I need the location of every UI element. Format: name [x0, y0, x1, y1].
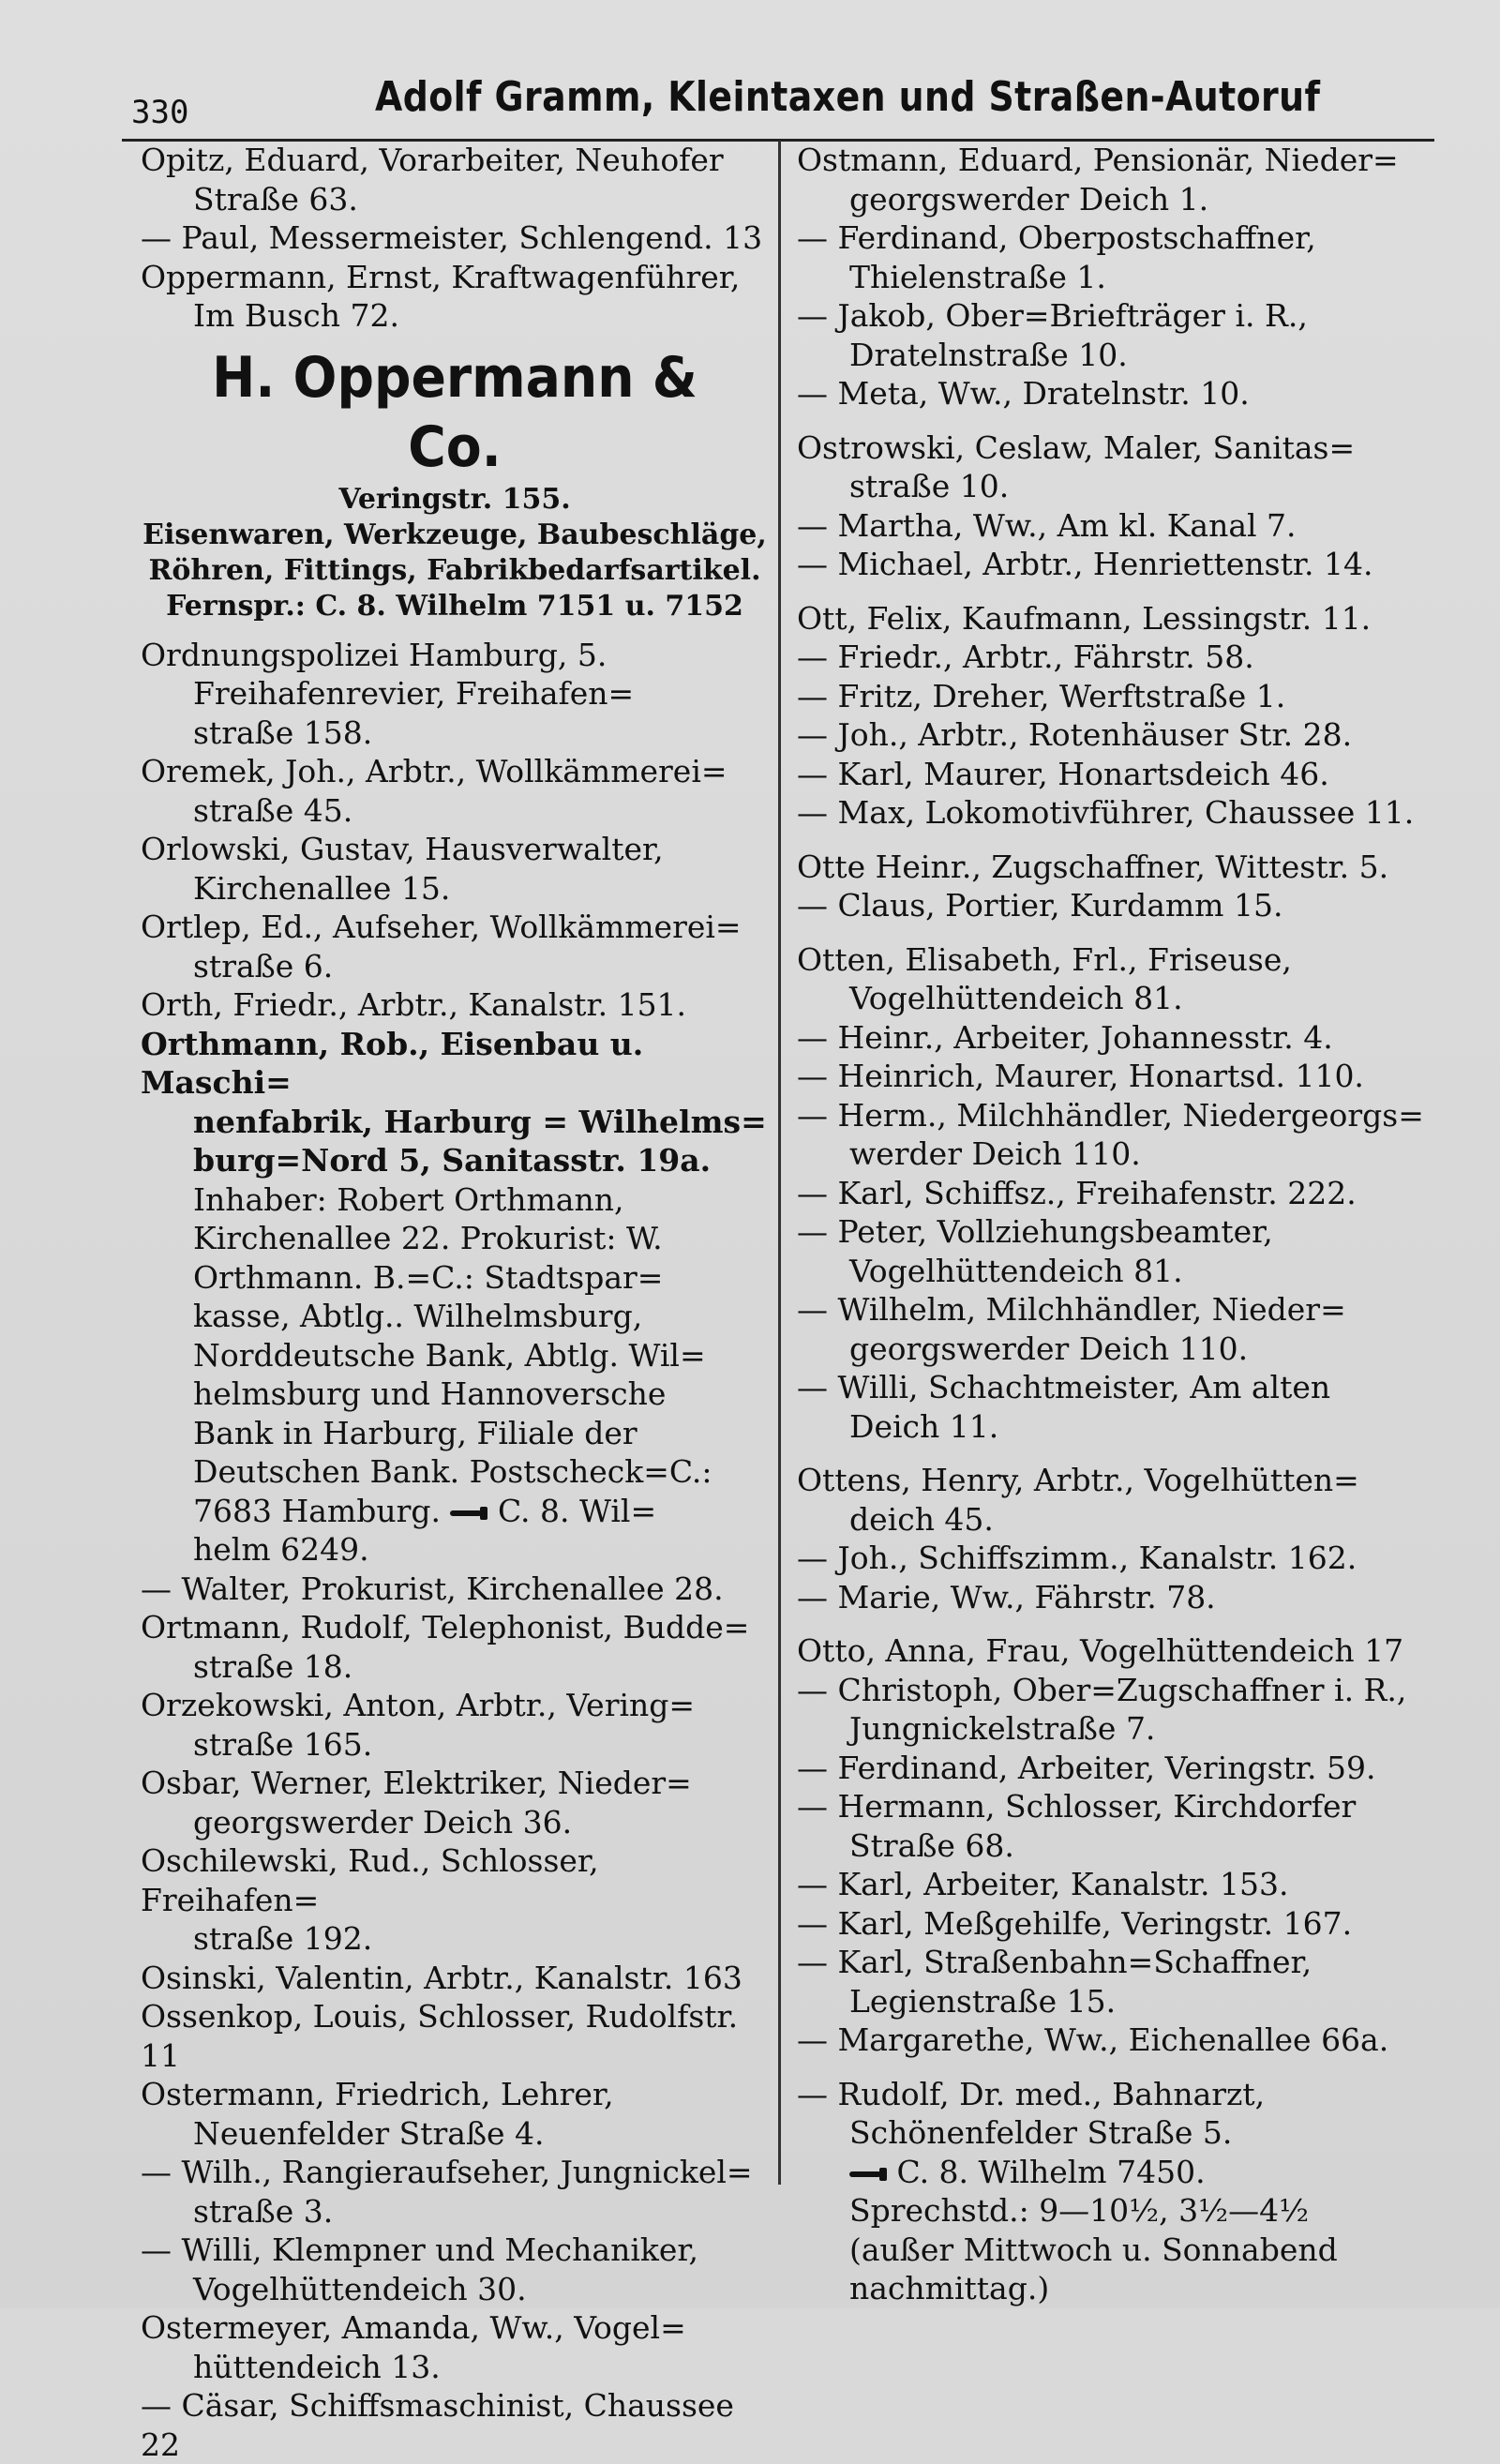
directory-entry [141, 752, 769, 830]
directory-entry [141, 218, 769, 258]
directory-entry [797, 940, 1444, 1018]
entry-continuation: werder Deich 110. [849, 1135, 1141, 1172]
directory-entry [797, 715, 1444, 755]
entry-line: — Friedr., Arbtr., Fährstr. 58. [797, 639, 1254, 675]
left-column [141, 141, 769, 2464]
entry-continuation: straße 165. [193, 1725, 373, 1763]
ad-company-name: H. Oppermann & Co. [212, 344, 698, 480]
entry-line: — Christoph, Ober=Zugschaffner i. R., [797, 1671, 1407, 1708]
entry-line: — Karl, Arbeiter, Kanalstr. 153. [797, 1866, 1289, 1902]
entry-line: — Karl, Maurer, Honartsdeich 46. [797, 755, 1329, 792]
entry-line-bold: Orthmann, Rob., Eisenbau u. Maschi= [141, 1025, 644, 1101]
telephone-icon [450, 1507, 488, 1520]
entry-continuation: kasse, Abtlg.. Wilhelmsburg, [193, 1298, 643, 1334]
entry-continuation: Vogelhüttendeich 30. [193, 2270, 527, 2307]
entry-continuation: (außer Mittwoch u. Sonnabend [849, 2231, 1338, 2268]
entry-line: Ostermeyer, Amanda, Ww., Vogel= [141, 2309, 686, 2346]
entry-line: Osinski, Valentin, Arbtr., Kanalstr. 163 [141, 1959, 742, 1996]
entry-continuation: Straße 63. [193, 180, 358, 218]
entry-line: — Max, Lokomotivführer, Chaussee 11. [797, 794, 1415, 831]
directory-entry [141, 1686, 769, 1764]
directory-entry [797, 218, 1444, 296]
directory-entry [141, 258, 769, 336]
entry-line: Oschilewski, Rud., Schlosser, Freihafen= [141, 1842, 599, 1918]
entry-line: — Herm., Milchhändler, Niedergeorgs= [797, 1096, 1424, 1134]
entry-line: Otto, Anna, Frau, Vogelhüttendeich 17 [797, 1632, 1404, 1669]
entry-line: Opitz, Eduard, Vorarbeiter, Neuhofer [141, 142, 724, 178]
entry-line: Ortlep, Ed., Aufseher, Wollkämmerei= [141, 909, 742, 945]
entry-line: — Joh., Arbtr., Rotenhäuser Str. 28. [797, 716, 1353, 753]
entry-line: Osbar, Werner, Elektriker, Nieder= [141, 1765, 692, 1801]
entry-continuation: Straße 68. [849, 1826, 1014, 1864]
directory-entry [797, 1368, 1444, 1446]
entry-continuation: georgswerder Deich 36. [193, 1803, 573, 1840]
directory-entry [797, 1904, 1444, 1944]
directory-entry [797, 1865, 1444, 1904]
right-column [797, 141, 1444, 2308]
entry-continuation: Inhaber: Robert Orthmann, [193, 1180, 624, 1218]
entry-line: — Cäsar, Schiffsmaschinist, Chaussee 22 [141, 2387, 734, 2463]
entry-line: — Heinr., Arbeiter, Johannesstr. 4. [797, 1018, 1333, 1056]
entry-line: — Margarethe, Ww., Eichenallee 66a. [797, 2021, 1389, 2058]
directory-entry [797, 1787, 1444, 1865]
directory-entry-extra [797, 2153, 1444, 2308]
entry-line: — Ferdinand, Arbeiter, Veringstr. 59. [797, 1749, 1376, 1786]
entry-line: — Willi, Klempner und Mechaniker, [141, 2231, 699, 2268]
entry-line: — Paul, Messermeister, Schlengend. 13 [141, 219, 763, 256]
directory-entry [797, 2021, 1444, 2060]
entry-continuation: Vogelhüttendeich 81. [849, 1252, 1183, 1289]
entry-line: Ostermann, Friedrich, Lehrer, [141, 2076, 614, 2112]
entry-line: — Joh., Schiffszimm., Kanalstr. 162. [797, 1540, 1358, 1576]
entry-continuation: Vogelhüttendeich 81. [849, 980, 1183, 1016]
directory-entry [141, 1608, 769, 1686]
entry-line: Orzekowski, Anton, Arbtr., Vering= [141, 1687, 696, 1723]
entry-continuation: Thielenstraße 1. [849, 258, 1106, 295]
entry-line: — Martha, Ww., Am kl. Kanal 7. [797, 506, 1297, 544]
entry-line-bold: nenfabrik, Harburg = Wilhelms= [193, 1103, 767, 1140]
phone-number: C. 8. Wilhelm 7450. [887, 2153, 1206, 2190]
directory-entry [797, 2075, 1444, 2153]
ad-products: Röhren, Fittings, Fabrikbedarfsartikel. [148, 553, 761, 587]
directory-entry [797, 793, 1444, 833]
phone-line [797, 2153, 1444, 2192]
entry-continuation: straße 3. [193, 2192, 334, 2230]
directory-entry [797, 296, 1444, 374]
advertisement [141, 343, 769, 624]
entry-continuation: hüttendeich 13. [193, 2348, 441, 2385]
entry-continuation: Im Busch 72. [193, 297, 399, 334]
directory-entry [797, 1057, 1444, 1096]
entry-line: Ottens, Henry, Arbtr., Vogelhütten= [797, 1462, 1359, 1498]
directory-entry [141, 2231, 769, 2308]
entry-line: Ostrowski, Ceslaw, Maler, Sanitas= [797, 428, 1356, 466]
entry-continuation: Kirchenallee 15. [193, 869, 451, 907]
directory-entry [797, 1290, 1444, 1368]
directory-entry [797, 638, 1444, 677]
entry-line: — Michael, Arbtr., Henriettenstr. 14. [797, 546, 1373, 582]
directory-entry [141, 1997, 769, 2075]
entry-line: — Marie, Ww., Fährstr. 78. [797, 1578, 1216, 1615]
entry-line: Ortmann, Rudolf, Telephonist, Budde= [141, 1609, 750, 1645]
entry-line: Oppermann, Ernst, Kraftwagenführer, [141, 258, 741, 295]
entry-line: — Karl, Meßgehilfe, Veringstr. 167. [797, 1904, 1353, 1942]
entry-line: — Peter, Vollziehungsbeamter, [797, 1213, 1273, 1250]
entry-line: — Jakob, Ober=Briefträger i. R., [797, 297, 1308, 334]
entry-continuation: straße 192. [193, 1920, 373, 1957]
directory-entry [141, 2308, 769, 2386]
phone-prefix: 7683 Hamburg. [193, 1492, 451, 1529]
entry-line: Ostmann, Eduard, Pensionär, Nieder= [797, 142, 1399, 178]
directory-entry [141, 636, 769, 753]
directory-entry [797, 545, 1444, 584]
entry-line: — Claus, Portier, Kurdamm 15. [797, 887, 1283, 924]
directory-entry [141, 1841, 769, 1959]
directory-entry [141, 1764, 769, 1841]
directory-entry [141, 2386, 769, 2464]
entry-line: — Heinrich, Maurer, Honartsd. 110. [797, 1058, 1364, 1094]
page-header [122, 54, 1378, 139]
entry-line: Orlowski, Gustav, Hausverwalter, [141, 831, 664, 867]
directory-entry [797, 1578, 1444, 1617]
directory-entry [797, 374, 1444, 413]
directory-entry [141, 2153, 769, 2231]
entry-line: — Wilh., Rangieraufseher, Jungnickel= [141, 2154, 753, 2190]
entry-line: — Karl, Straßenbahn=Schaffner, [797, 1944, 1312, 1980]
page-number: 330 [131, 94, 189, 131]
entry-continuation: Jungnickelstraße 7. [849, 1710, 1156, 1747]
entry-continuation: Deich 11. [849, 1407, 999, 1445]
entry-continuation: straße 10. [849, 468, 1010, 504]
directory-entry [141, 830, 769, 908]
entry-continuation: nachmittag.) [849, 2270, 1050, 2306]
directory-entry [797, 1631, 1444, 1671]
entry-continuation: georgswerder Deich 1. [849, 180, 1209, 218]
directory-entry [797, 506, 1444, 546]
directory-entry [797, 1018, 1444, 1058]
running-title: Adolf Gramm, Kleintaxen und Straßen-Autoruf [375, 73, 1321, 121]
entry-line: — Willi, Schachtmeister, Am alten [797, 1369, 1331, 1405]
entry-line: — Wilhelm, Milchhändler, Nieder= [797, 1291, 1346, 1328]
directory-entry [141, 1570, 769, 1609]
directory-entry [797, 141, 1444, 218]
entry-continuation: Deutschen Bank. Postscheck=C.: [193, 1453, 712, 1490]
entry-continuation: straße 18. [193, 1647, 353, 1685]
entry-continuation: straße 158. [193, 714, 373, 751]
entry-continuation: Norddeutsche Bank, Abtlg. Wil= [193, 1336, 706, 1374]
entry-continuation: Freihafenrevier, Freihafen= [193, 675, 635, 712]
entry-continuation: straße 45. [193, 791, 353, 829]
entry-line: Orth, Friedr., Arbtr., Kanalstr. 151. [141, 986, 687, 1023]
directory-entry [141, 1959, 769, 1998]
directory-entry [797, 1212, 1444, 1290]
entry-line: Oremek, Joh., Arbtr., Wollkämmerei= [141, 753, 728, 789]
entry-line: — Walter, Prokurist, Kirchenallee 28. [141, 1570, 724, 1607]
entry-line: — Fritz, Dreher, Werftstraße 1. [797, 677, 1286, 714]
directory-entry [797, 1539, 1444, 1578]
directory-entry [797, 1174, 1444, 1213]
directory-entry-orthmann [141, 1025, 769, 1570]
phone-line [141, 1492, 769, 1531]
entry-continuation: Dratelnstraße 10. [849, 336, 1128, 373]
entry-continuation: Bank in Harburg, Filiale der [193, 1414, 638, 1451]
entry-line: Ott, Felix, Kaufmann, Lessingstr. 11. [797, 599, 1372, 637]
entry-continuation: straße 6. [193, 947, 334, 984]
entry-continuation: deich 45. [849, 1500, 994, 1538]
entry-line: Otte Heinr., Zugschaffner, Wittestr. 5. [797, 848, 1389, 885]
entry-line: — Rudolf, Dr. med., Bahnarzt, [797, 2075, 1266, 2112]
entry-continuation: georgswerder Deich 110. [849, 1330, 1249, 1367]
entry-line: — Hermann, Schlosser, Kirchdorfer [797, 1788, 1357, 1825]
directory-entry [797, 848, 1444, 887]
entry-line: Ossenkop, Louis, Schlosser, Rudolfstr. 11 [141, 1998, 739, 2074]
directory-entry [797, 755, 1444, 794]
entry-continuation: Kirchenallee 22. Prokurist: W. [193, 1220, 663, 1256]
entry-continuation: Neuenfelder Straße 4. [193, 2114, 545, 2152]
entry-line: — Ferdinand, Oberpostschaffner, [797, 219, 1316, 256]
directory-entry [141, 141, 769, 218]
entry-line: Ordnungspolizei Hamburg, 5. [141, 636, 608, 673]
directory-entry [797, 1671, 1444, 1749]
directory-entry [797, 599, 1444, 639]
entry-line: — Karl, Schiffsz., Freihafenstr. 222. [797, 1174, 1357, 1211]
ad-products: Eisenwaren, Werkzeuge, Baubeschläge, [142, 518, 767, 551]
directory-entry [797, 677, 1444, 716]
directory-entry [797, 428, 1444, 506]
directory-entry [797, 1943, 1444, 2021]
entry-continuation: Sprechstd.: 9—10½, 3½—4½ [849, 2192, 1310, 2229]
directory-entry [797, 1461, 1444, 1539]
directory-entry [797, 1096, 1444, 1174]
column-divider [778, 141, 781, 2185]
ad-phone: Fernspr.: C. 8. Wilhelm 7151 u. 7152 [166, 589, 743, 623]
directory-entry [141, 2075, 769, 2153]
entry-line: Otten, Elisabeth, Frl., Friseuse, [797, 940, 1292, 978]
directory-entry [141, 908, 769, 985]
ad-street: Veringstr. 155. [338, 482, 571, 516]
entry-line: — Meta, Ww., Dratelnstr. 10. [797, 375, 1250, 412]
phone-suffix: C. 8. Wil= [488, 1492, 657, 1529]
entry-continuation: helm 6249. [193, 1531, 369, 1568]
directory-entry [797, 886, 1444, 925]
entry-continuation: helmsburg und Hannoversche [193, 1375, 667, 1412]
entry-line-bold: burg=Nord 5, Sanitasstr. 19a. [193, 1142, 712, 1179]
directory-entry [797, 1749, 1444, 1788]
telephone-icon [849, 2168, 887, 2181]
directory-entry [141, 985, 769, 1025]
entry-continuation: Legienstraße 15. [849, 1982, 1117, 2020]
entry-continuation: Orthmann. B.=C.: Stadtspar= [193, 1258, 664, 1296]
entry-continuation: Schönenfelder Straße 5. [849, 2114, 1233, 2151]
